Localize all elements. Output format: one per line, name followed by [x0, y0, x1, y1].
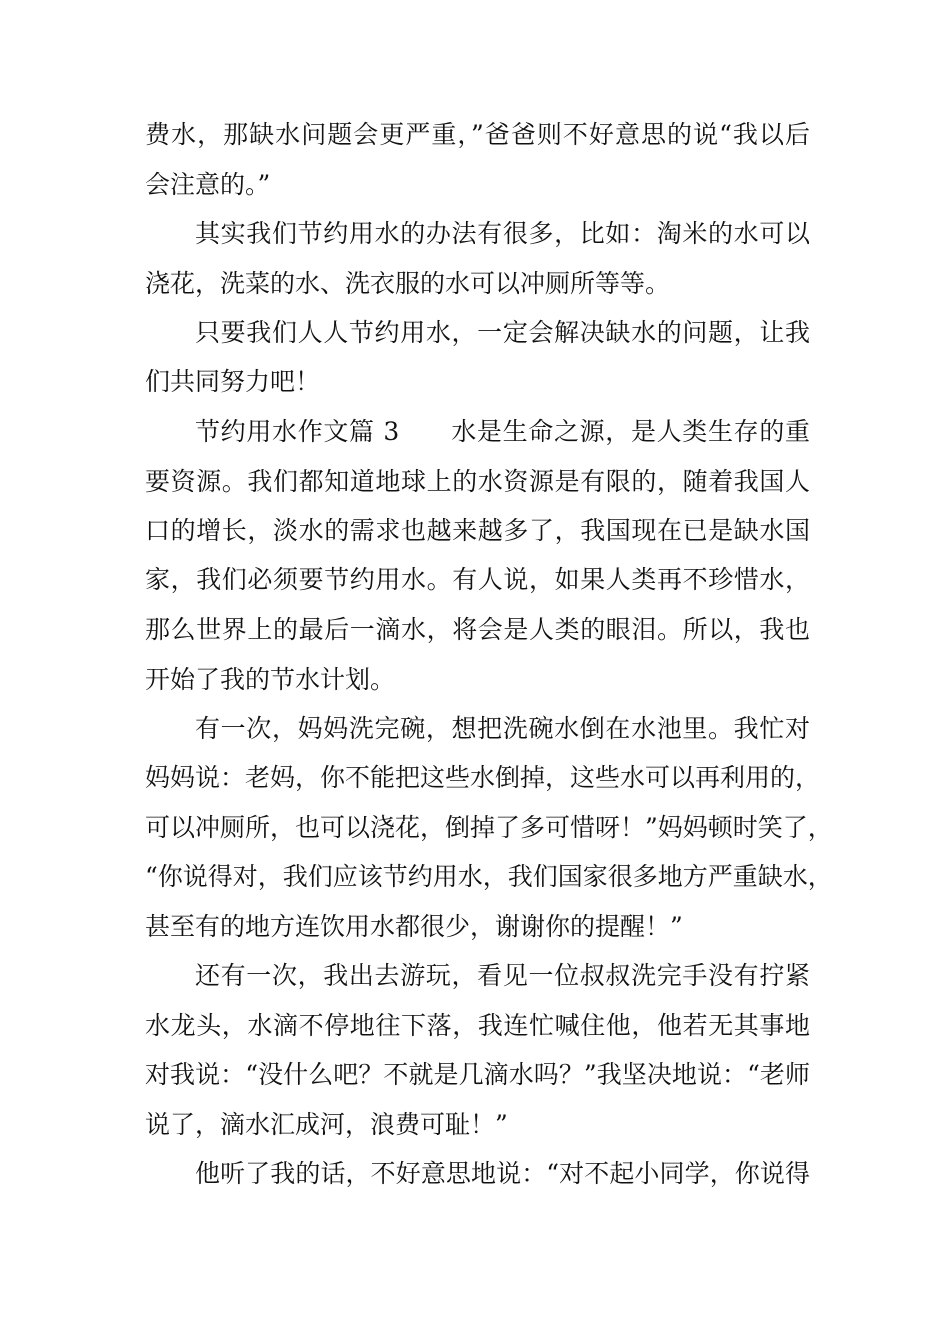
text-line: “你说得对，我们应该节约用水，我们国家很多地方严重缺水， — [145, 862, 833, 891]
text-line: 可以冲厕所，也可以浇花，倒掉了多可惜呀！”妈妈顿时笑了， — [145, 813, 833, 842]
text-line: 甚至有的地方连饮用水都很少，谢谢你的提醒！” — [145, 912, 683, 941]
text-line: 要资源。我们都知道地球上的水资源是有限的，随着我国人 — [145, 467, 810, 496]
text-line: 们共同努力吧！ — [145, 367, 321, 396]
text-line: 只要我们人人节约用水，一定会解决缺水的问题，让我 — [195, 318, 810, 347]
text-line: 浇花，洗菜的水、洗衣服的水可以冲厕所等等。 — [145, 269, 671, 298]
text-line: 费水，那缺水问题会更严重，”爸爸则不好意思的说“我以后 — [145, 120, 810, 149]
text-line: 妈妈说：老妈，你不能把这些水倒掉，这些水可以再利用的， — [145, 763, 821, 792]
text-line: 对我说：“没什么吧？不就是几滴水吗？”我坚决地说：“老师 — [145, 1060, 810, 1089]
text-line: 口的增长，淡水的需求也越来越多了，我国现在已是缺水国 — [145, 516, 810, 545]
text-line: 他听了我的话，不好意思地说：“对不起小同学，你说得 — [195, 1159, 810, 1188]
text-line: 会注意的。” — [145, 170, 271, 199]
section-heading-line: 节约用水作文篇 3 水是生命之源，是人类生存的重 — [195, 417, 810, 446]
text-line: 说了，滴水汇成河，浪费可耻！” — [145, 1110, 508, 1139]
text-line: 家，我们必须要节约用水。有人说，如果人类再不珍惜水， — [145, 565, 810, 594]
text-line: 水龙头，水滴不停地往下落，我连忙喊住他，他若无其事地 — [145, 1011, 810, 1040]
text-line: 还有一次，我出去游玩，看见一位叔叔洗完手没有拧紧 — [195, 961, 810, 990]
text-line: 其实我们节约用水的办法有很多，比如：淘米的水可以 — [195, 219, 810, 248]
text-line: 开始了我的节水计划。 — [145, 665, 396, 694]
text-line: 那么世界上的最后一滴水，将会是人类的眼泪。所以，我也 — [145, 615, 810, 644]
text-line: 有一次，妈妈洗完碗，想把洗碗水倒在水池里。我忙对 — [195, 714, 810, 743]
